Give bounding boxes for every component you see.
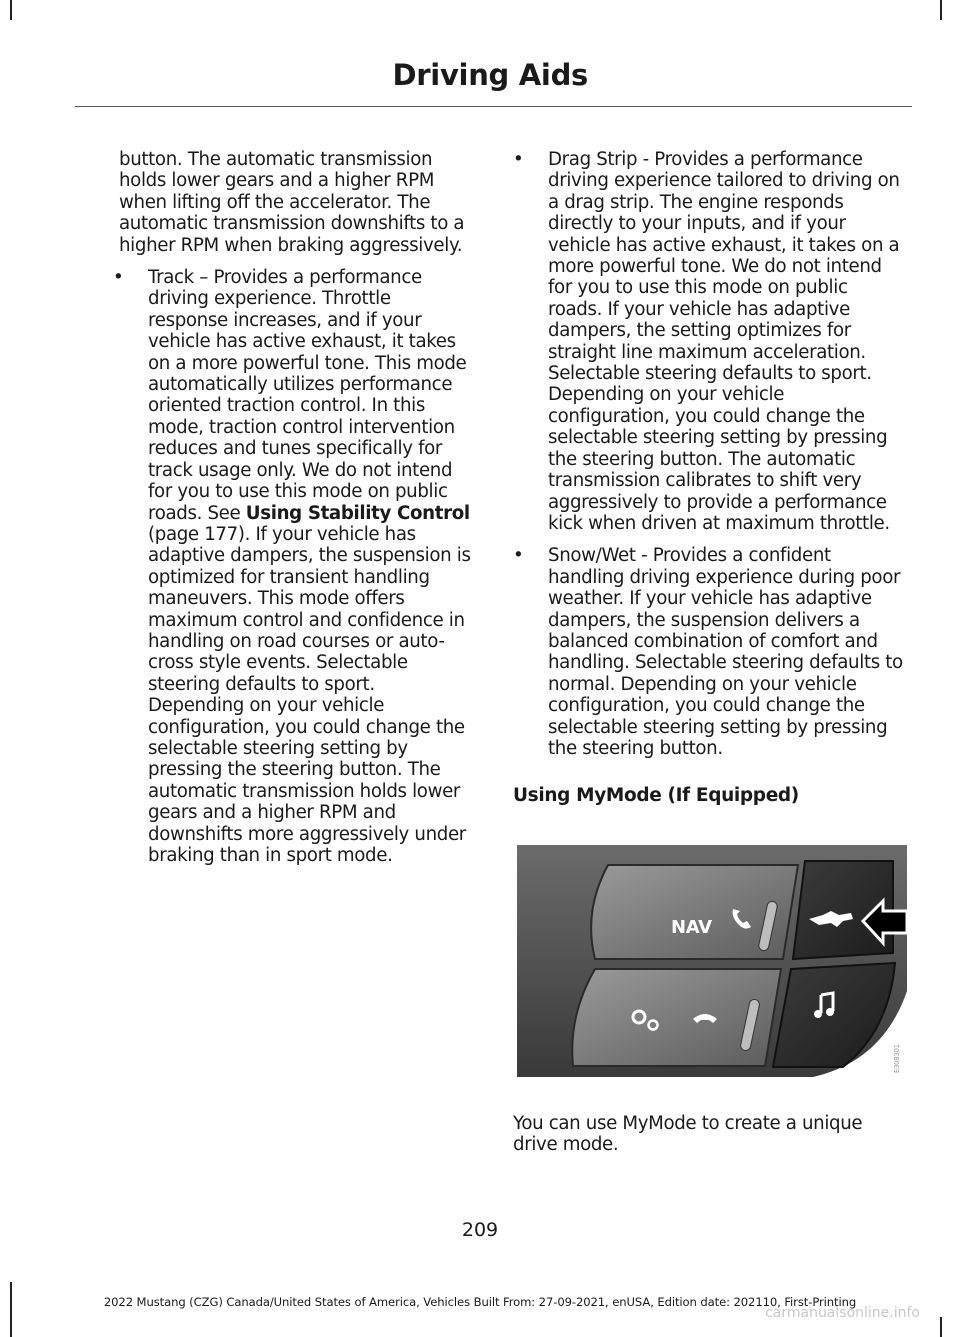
nav-label: NAV bbox=[671, 916, 712, 938]
crop-mark-top-right bbox=[940, 0, 942, 20]
list-item-drag-strip bbox=[513, 149, 907, 534]
continuation-paragraph: button. The automatic transmission holds lower gears and a higher RPM when lifting off the accelerator. The automatic transmission downshifts to a higher RPM when braking aggressively. bbox=[119, 149, 465, 256]
crop-mark-bottom-left bbox=[10, 1282, 12, 1337]
steering-wheel-controls-figure bbox=[513, 841, 907, 1089]
left-column bbox=[113, 149, 475, 866]
list-item-track bbox=[113, 267, 475, 866]
page-header-title: Driving Aids bbox=[392, 58, 588, 92]
link-page-ref: (page 177) bbox=[148, 523, 245, 545]
section-heading-mymode: Using MyMode (If Equipped) bbox=[513, 785, 799, 807]
watermark: carmanualsonline.info bbox=[765, 1305, 920, 1321]
drag-strip-text: Drag Strip - Provides a performance driving experience tailored to driving on a drag strip. The engine responds directly to your inputs, and if your vehicle has active exhaust, it takes on a more powerful tone. We do not intend for you to use this mode on public roads. If your vehicle has adaptive dampers, the setting optimizes for straight line maximum acceleration. Selectable steering defaults to sport. Depending on your vehicle configuration, you could change the selectable steering setting by pressing the steering button. The automatic transmission calibrates to shift very aggressively to provide a performance kick when driven at maximum throttle. bbox=[548, 149, 900, 534]
stability-control-link[interactable]: Using Stability Control bbox=[245, 502, 470, 524]
bullet-dot: • bbox=[513, 545, 524, 567]
list-item-snow-wet bbox=[513, 545, 907, 759]
image-code: E308301 bbox=[893, 1044, 901, 1073]
steering-wheel-controls-illustration bbox=[513, 841, 907, 1089]
page-footer: 2022 Mustang (CZG) Canada/United States of America, Vehicles Built From: 27-09-2021, enUSA, Edition date: 202110, First-Printing bbox=[103, 1295, 857, 1309]
crop-mark-top-left bbox=[10, 0, 12, 20]
right-column bbox=[513, 149, 907, 1156]
snow-wet-text: Snow/Wet - Provides a confident handling driving experience during poor weather. If your vehicle has adaptive dampers, the suspension delivers a balanced combination of comfort and handling. Selectable steering defaults to normal. Depending on your vehicle configuration, you could change the selectable steering setting by pressing the steering button. bbox=[548, 545, 903, 759]
page-number: 209 bbox=[461, 1219, 499, 1241]
header-divider bbox=[75, 106, 912, 107]
track-text: Track – Provides a performance driving experience. Throttle response increases, and if your vehicle has active exhaust, it takes on a more powerful tone. This mode automatically utilizes performance oriented traction control. In this mode, traction control intervention reduces and tunes specifically for track usage only. We do not intend for you to use this mode on public roads. See bbox=[148, 267, 467, 524]
bullet-dot: • bbox=[113, 267, 124, 289]
bullet-dot: • bbox=[513, 149, 524, 170]
track-text-continued: . If your vehicle has adaptive dampers, the suspension is optimized for transient handling maneuvers. This mode offers maximum control and confidence in handling on road courses or auto-cross style events. Selectable steering defaults to sport. Depending on your vehicle configuration, you could change the selectable steering setting by pressing the steering button. The automatic transmission holds lower gears and a higher RPM and downshifts more aggressively under braking than in sport mode. bbox=[148, 523, 471, 866]
figure-caption: You can use MyMode to create a unique drive mode. bbox=[513, 1112, 863, 1156]
crop-mark-bottom-right bbox=[940, 1317, 942, 1337]
